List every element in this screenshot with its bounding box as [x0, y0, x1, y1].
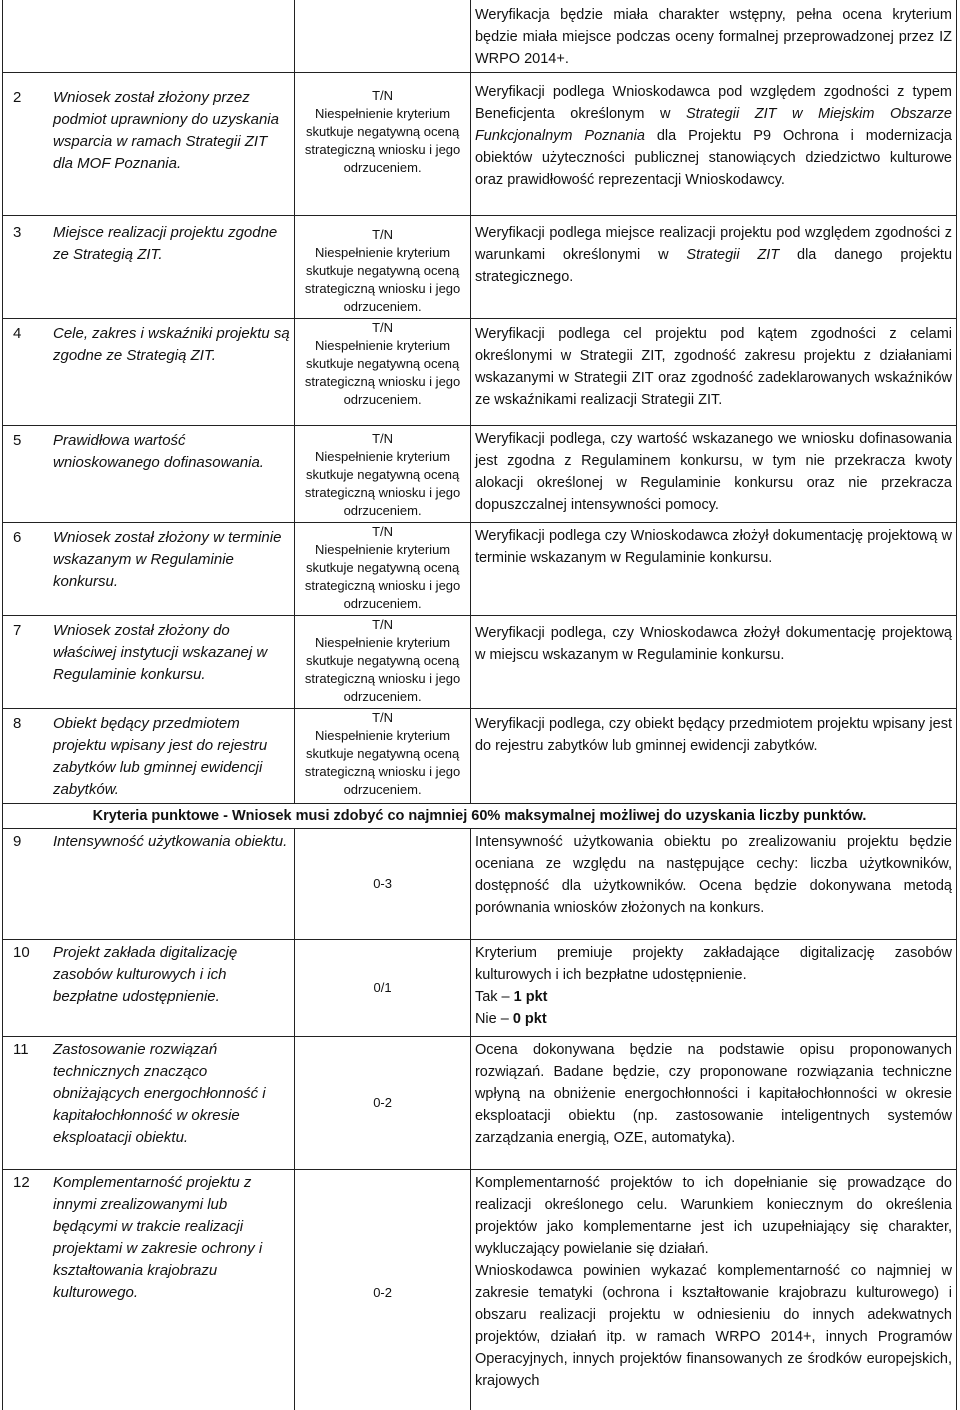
criterion-score: 0-3	[373, 876, 392, 891]
criterion-type-cell	[295, 73, 471, 216]
criterion-score: 0-2	[373, 1285, 392, 1300]
yes-label: Tak –	[475, 989, 514, 1005]
criterion-name-cell	[3, 1170, 295, 1410]
criterion-name: Projekt zakłada digitalizację zasobów kulturowych i ich bezpłatne udostępnienie.	[53, 942, 290, 1008]
tn-consequence: Niespełnienie kryterium skutkuje negatywną oceną strategiczną wniosku i jego odrzuceniem.	[305, 245, 460, 314]
desc-italic: Strategii ZIT w Miejskim Obszarze Funkcjonalnym Poznania	[475, 106, 952, 144]
criterion-name-cell	[3, 1037, 295, 1170]
criterion-number: 10	[7, 942, 53, 1008]
criterion-score-cell	[295, 1170, 471, 1410]
criterion-type-cell	[295, 616, 471, 709]
criterion-description: Weryfikacji podlega, czy obiekt będący przedmiotem projektu wpisany jest do rejestru zabytków lub gminnej ewidencji zabytków.	[470, 709, 956, 804]
table-row	[3, 709, 957, 804]
criterion-name: Prawidłowa wartość wnioskowanego dofinasowania.	[53, 430, 290, 474]
desc-text: Wnioskodawca powinien wykazać komplementarność co najmniej w zakresie tematyki (ochrona i kształtowanie krajobrazu kulturowego) i obszaru realizacji projektu w odniesieniu do innych adekwatnych projektów, działań itp. w ramach WRPO 2014+, innych Programów Operacyjnych, innych projektów finansowanych ze środków europejskich, krajowych	[475, 1260, 952, 1392]
criterion-type-cell	[295, 319, 471, 426]
tn-label: T/N	[299, 87, 466, 105]
criterion-name: Wniosek został złożony do właściwej instytucji wskazanej w Regulaminie konkursu.	[53, 620, 290, 686]
criterion-description: Weryfikacji podlega cel projektu pod kątem zgodności z celami określonymi w Strategii ZIT, zgodność zakresu projektu z działaniami wskazanymi w Strategii ZIT oraz zgodność zadeklarowanych wskaźników ze wskaźnikami realizacji Strategii ZIT.	[470, 319, 956, 426]
criterion-score: 0/1	[374, 980, 392, 995]
criterion-description: Intensywność użytkowania obiektu po zrealizowaniu projektu będzie oceniana ze względu na następujące cechy: liczba użytkowników, dostępność dla użytkowników. Ocena będzie dokonywana metodą porównania wniosków złożonych na konkurs.	[470, 829, 956, 940]
criterion-number: 3	[7, 222, 53, 266]
criterion-number: 4	[7, 323, 53, 367]
tn-label: T/N	[299, 709, 466, 727]
criterion-description	[470, 940, 956, 1037]
tn-consequence: Niespełnienie kryterium skutkuje negatywną oceną strategiczną wniosku i jego odrzuceniem.	[305, 106, 460, 175]
table-row	[3, 829, 957, 940]
criterion-name-cell	[3, 829, 295, 940]
criterion-type-cell	[295, 709, 471, 804]
criterion-name-cell	[3, 709, 295, 804]
criterion-name-cell	[3, 216, 295, 319]
table-row	[3, 73, 957, 216]
tn-consequence: Niespełnienie kryterium skutkuje negatywną oceną strategiczną wniosku i jego odrzuceniem.	[305, 635, 460, 704]
table-row	[3, 616, 957, 709]
criterion-description	[470, 73, 956, 216]
section-heading: Kryteria punktowe - Wniosek musi zdobyć co najmniej 60% maksymalnej możliwej do uzyskania liczby punktów.	[3, 804, 957, 829]
criterion-score: 0-2	[373, 1095, 392, 1110]
criterion-type-cell	[295, 216, 471, 319]
desc-text: Komplementarność projektów to ich dopełnianie się prowadzące do realizacji określonego celu. Warunkiem koniecznym do określenia projektów jako komplementarne jest ich uzupełniający się charakter, wykluczający powielanie się działań.	[475, 1172, 952, 1260]
table-row	[3, 426, 957, 523]
criterion-description: Weryfikacji podlega, czy wartość wskazanego we wniosku dofinasowania jest zgodna z Regulaminem konkursu, w tym nie przekracza kwoty alokacji określonej w Regulaminie konkursu oraz nie przekracza dopuszczalnej intensywności pomocy.	[470, 426, 956, 523]
criterion-description	[470, 1170, 956, 1410]
criterion-name: Obiekt będący przedmiotem projektu wpisany jest do rejestru zabytków lub gminnej ewidencji zabytków.	[53, 713, 290, 801]
criterion-number: 5	[7, 430, 53, 474]
yes-points: 1 pkt	[514, 989, 548, 1005]
criterion-description: Weryfikacji podlega czy Wnioskodawca złożył dokumentację projektową w terminie wskazanym w Regulaminie konkursu.	[470, 523, 956, 616]
desc-text: dla Projektu P9 Ochrona i modernizacja obiektów użyteczności publicznej stanowiących dziedzictwo kulturowe oraz prawidłowość reprezentacji Wnioskodawcy.	[475, 128, 952, 188]
criterion-number: 9	[7, 831, 53, 853]
criterion-type-cell	[295, 523, 471, 616]
table-row	[3, 319, 957, 426]
table-row	[3, 0, 957, 73]
desc-text: Kryterium premiuje projekty zakładające digitalizację zasobów kulturowych i ich bezpłatne udostępnienie.	[475, 942, 952, 986]
table-row	[3, 216, 957, 319]
criterion-name-cell	[3, 616, 295, 709]
criterion-score-cell	[295, 1037, 471, 1170]
tn-label: T/N	[299, 226, 466, 244]
table-row	[3, 804, 957, 829]
desc-italic: Strategii ZIT	[686, 247, 779, 263]
tn-consequence: Niespełnienie kryterium skutkuje negatywną oceną strategiczną wniosku i jego odrzuceniem.	[305, 542, 460, 611]
criterion-name: Miejsce realizacji projektu zgodne ze Strategią ZIT.	[53, 222, 290, 266]
tn-consequence: Niespełnienie kryterium skutkuje negatywną oceną strategiczną wniosku i jego odrzuceniem.	[305, 728, 460, 797]
criterion-score-cell	[295, 829, 471, 940]
tn-consequence: Niespełnienie kryterium skutkuje negatywną oceną strategiczną wniosku i jego odrzuceniem.	[305, 338, 460, 407]
yes-option	[475, 986, 952, 1008]
criterion-name: Komplementarność projektu z innymi zrealizowanymi lub będącymi w trakcie realizacji projektami w zakresie ochrony i kształtowania krajobrazu kulturowego.	[53, 1172, 290, 1304]
criterion-name-cell	[3, 73, 295, 216]
criterion-name-cell	[3, 319, 295, 426]
tn-label: T/N	[299, 430, 466, 448]
criterion-number: 7	[7, 620, 53, 686]
criterion-number: 8	[7, 713, 53, 801]
criterion-name-cell	[3, 940, 295, 1037]
criterion-description	[470, 216, 956, 319]
criterion-number: 6	[7, 527, 53, 593]
criterion-name-cell	[3, 523, 295, 616]
criterion-description: Weryfikacja będzie miała charakter wstępny, pełna ocena kryterium będzie miała miejsce podczas oceny formalnej przeprowadzonej przez IZ WRPO 2014+.	[470, 0, 956, 73]
table-row	[3, 1037, 957, 1170]
criterion-description: Ocena dokonywana będzie na podstawie opisu proponowanych rozwiązań. Badane będzie, czy proponowane rozwiązania techniczne wpłyną na obniżenie energochłonności i kapitałochłonności w okresie eksploatacji obiektu (np. zastosowanie inteligentnych systemów zarządzania energią, OZE, automatyka).	[470, 1037, 956, 1170]
criterion-number: 12	[7, 1172, 53, 1304]
criterion-number: 2	[7, 87, 53, 175]
empty-cell	[3, 0, 295, 73]
desc-text: Weryfikacji podlega Wnioskodawca pod względem zgodności z typem Beneficjenta określonym w	[475, 84, 952, 122]
tn-consequence: Niespełnienie kryterium skutkuje negatywną oceną strategiczną wniosku i jego odrzuceniem.	[305, 449, 460, 518]
criterion-description: Weryfikacji podlega, czy Wnioskodawca złożył dokumentację projektową w miejscu wskazanym w Regulaminie konkursu.	[470, 616, 956, 709]
criterion-name: Wniosek został złożony przez podmiot uprawniony do uzyskania wsparcia w ramach Strategii ZIT dla MOF Poznania.	[53, 87, 290, 175]
no-points: 0 pkt	[513, 1011, 547, 1027]
empty-cell	[295, 0, 471, 73]
criterion-number: 11	[7, 1039, 53, 1149]
criterion-name: Intensywność użytkowania obiektu.	[53, 831, 290, 853]
no-option	[475, 1008, 952, 1030]
no-label: Nie –	[475, 1011, 513, 1027]
criterion-score-cell	[295, 940, 471, 1037]
desc-text: dla danego projektu strategicznego.	[475, 247, 952, 285]
table-row	[3, 1170, 957, 1410]
criterion-name-cell	[3, 426, 295, 523]
table-row	[3, 523, 957, 616]
criteria-table	[2, 0, 957, 1410]
criterion-name: Zastosowanie rozwiązań technicznych znacząco obniżających energochłonność i kapitałochłonność w okresie eksploatacji obiektu.	[53, 1039, 290, 1149]
criterion-name: Wniosek został złożony w terminie wskazanym w Regulaminie konkursu.	[53, 527, 290, 593]
tn-label: T/N	[299, 616, 466, 634]
tn-label: T/N	[299, 319, 466, 337]
criterion-name: Cele, zakres i wskaźniki projektu są zgodne ze Strategią ZIT.	[53, 323, 290, 367]
tn-label: T/N	[299, 523, 466, 541]
criterion-type-cell	[295, 426, 471, 523]
table-row	[3, 940, 957, 1037]
desc-text: Weryfikacji podlega miejsce realizacji projektu pod względem zgodności z warunkami określonymi w	[475, 225, 952, 263]
